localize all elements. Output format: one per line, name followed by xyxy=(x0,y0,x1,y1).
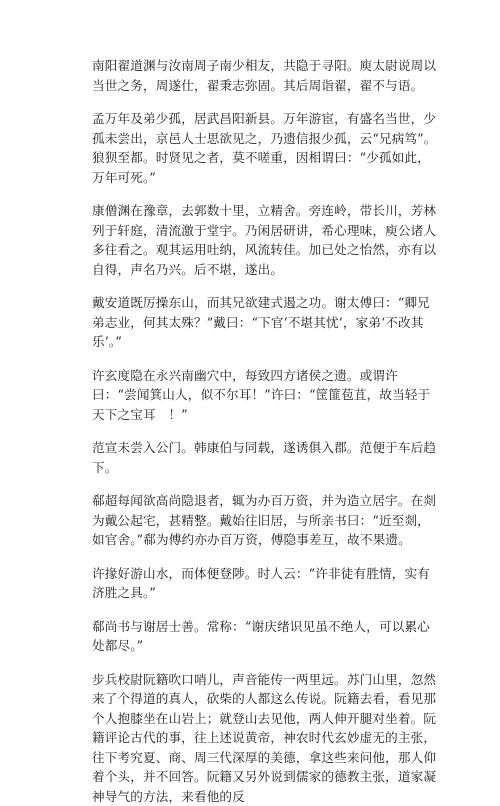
paragraph-9: 郗尚书与谢居士善。常称：“谢庆绪识见虽不绝人，可以累心处都尽。” xyxy=(92,617,438,656)
paragraph-10: 步兵校尉阮籍吹口哨儿，声音能传一两里远。苏门山里，忽然来了个得道的真人，砍柴的人都这么传说。阮籍去看，看见那个人抱膝坐在山岩上；就登山去见他，两人伸开腿对坐着。阮籍评论古代的事，往上述说黄帝，神农时代玄妙虚无的主张，往下考究夏、商、周三代深厚的美德，拿这些来问他，那人仰着个头，并不回答。阮籍又另外说到儒家的德教主张，道家凝神导气的方法，来看他的反 xyxy=(92,670,438,806)
paragraph-4: 戴安道既厉操东山，而其兄欲建式遏之功。谢太傅曰：“卿兄弟志业，何其太殊？”戴曰：“下官‘不堪其忧’，家弟‘不改其乐’。” xyxy=(92,293,438,352)
paragraph-6: 范宣未尝入公门。韩康伯与同载，遂诱俱入郡。范便于车后趋下。 xyxy=(92,438,438,477)
paragraph-1: 南阳翟道渊与汝南周子南少相友，共隐于寻阳。庾太尉说周以当世之务，周遂仕，翟秉志弥固。其后周诣翟，翟不与语。 xyxy=(92,56,438,95)
paragraph-7: 郗超每闻欲高尚隐退者，辄为办百万资，并为造立居宇。在剡为戴公起宅，甚精整。戴始往旧居，与所亲书曰：“近至剡，如官舍。”郗为傅约亦办百万资，傅隐事差互，故不果遗。 xyxy=(92,491,438,550)
paragraph-5: 许玄度隐在永兴南幽穴中，每致四方诸侯之遗。或谓许曰：“尝闻箕山人，似不尔耳！”许曰：“筐篚苞苴，故当轻于天下之宝耳 ！” xyxy=(92,366,438,425)
paragraph-8: 许掾好游山水，而体便登陟。时人云：“许非徒有胜情，实有济胜之具。” xyxy=(92,564,438,603)
paragraph-3: 康僧渊在豫章，去郭数十里，立精舍。旁连岭，带长川，芳林列于轩庭，清流激于堂宇。乃闲居研讲，希心理味，庾公诸人多往看之。观其运用吐纳，风流转佳。加已处之怡然，亦有以自得，声名乃兴。后不堪，遂出。 xyxy=(92,201,438,279)
paragraph-2: 孟万年及弟少孤，居武昌阳新县。万年游宦，有盛名当世，少孤未尝出，京邑人士思欲见之，乃遗信报少孤，云“兄病笃”。狼狈至都。时贤见之者，莫不嗟重，因相谓曰：“少孤如此，万年可死。” xyxy=(92,109,438,187)
